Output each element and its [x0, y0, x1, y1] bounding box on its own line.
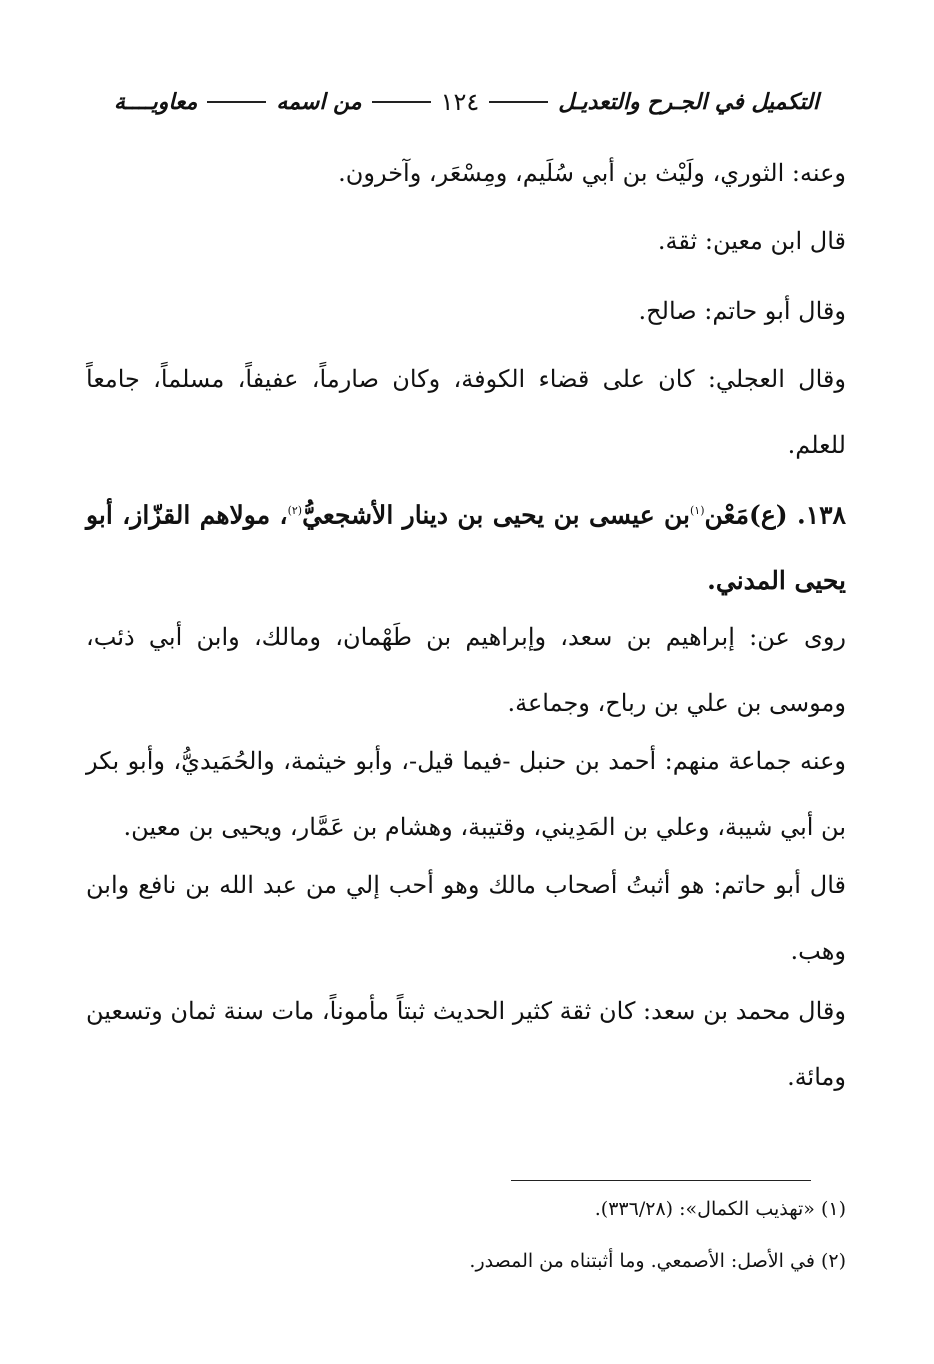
paragraph: قال ابن معين: ثقة. [657, 227, 846, 255]
entry-number: ١٣٨. [796, 500, 846, 530]
page-number: ١٢٤ [440, 88, 480, 116]
entry-name: ، مولاهم القزّاز، أبو يحيى المدني. [86, 500, 846, 596]
biography-entry [86, 478, 846, 614]
book-title: التكميل في الجـرح والتعديـل [558, 89, 819, 115]
running-header [114, 78, 819, 126]
paragraph: وعنه جماعة منهم: أحمد بن حنبل -فيما قيل-، وأبو خيثمة، والحُمَيديُّ، وأبو بكر بن أبي شيبة، وعلي بن المَدِيني، وقتيبة، وهشام بن عَمَّار، ويحيى بن معين. [86, 747, 846, 841]
section-name: من اسمه [276, 89, 362, 115]
header-rule [372, 101, 431, 103]
paragraph: روى عن: إبراهيم بن سعد، وإبراهيم بن طَهْمان، ومالك، وابن أبي ذئب، وموسى بن علي بن رباح، وجماعة. [86, 623, 846, 717]
paragraph: وقال محمد بن سعد: كان ثقة كثير الحديث ثبتاً مأموناً، مات سنة ثمان وتسعين ومائة. [86, 997, 846, 1091]
entry-name: مَعْن [704, 500, 749, 530]
footnote-ref: (١) [690, 504, 705, 517]
footnote: (٢) في الأصل: الأصمعي. وما أثبتناه من المصدر. [469, 1250, 846, 1272]
entry-name: بن عيسى بن يحيى بن دينار الأشجعيُّ [302, 500, 690, 530]
paragraph: وقال أبو حاتم: صالح. [638, 297, 846, 325]
header-rule [489, 101, 548, 103]
paragraph: قال أبو حاتم: هو أثبتُ أصحاب مالك وهو أحب إلي من عبد الله بن نافع وابن وهب. [86, 871, 846, 965]
section-title: معاويــــة [114, 89, 198, 115]
header-rule [207, 101, 266, 103]
footnote-ref: (٢) [287, 504, 303, 517]
entry-code: (ع) [749, 500, 788, 530]
paragraph: وعنه: الثوري، ولَيْث بن أبي سُلَيم، ومِسْعَر، وآخرون. [338, 159, 846, 187]
footnote: (١) «تهذيب الكمال»: (٣٣٦/٢٨). [594, 1198, 846, 1220]
footnote-separator [511, 1180, 811, 1181]
paragraph: وقال العجلي: كان على قضاء الكوفة، وكان صارماً، عفيفاً، مسلماً، جامعاً للعلم. [86, 365, 846, 459]
